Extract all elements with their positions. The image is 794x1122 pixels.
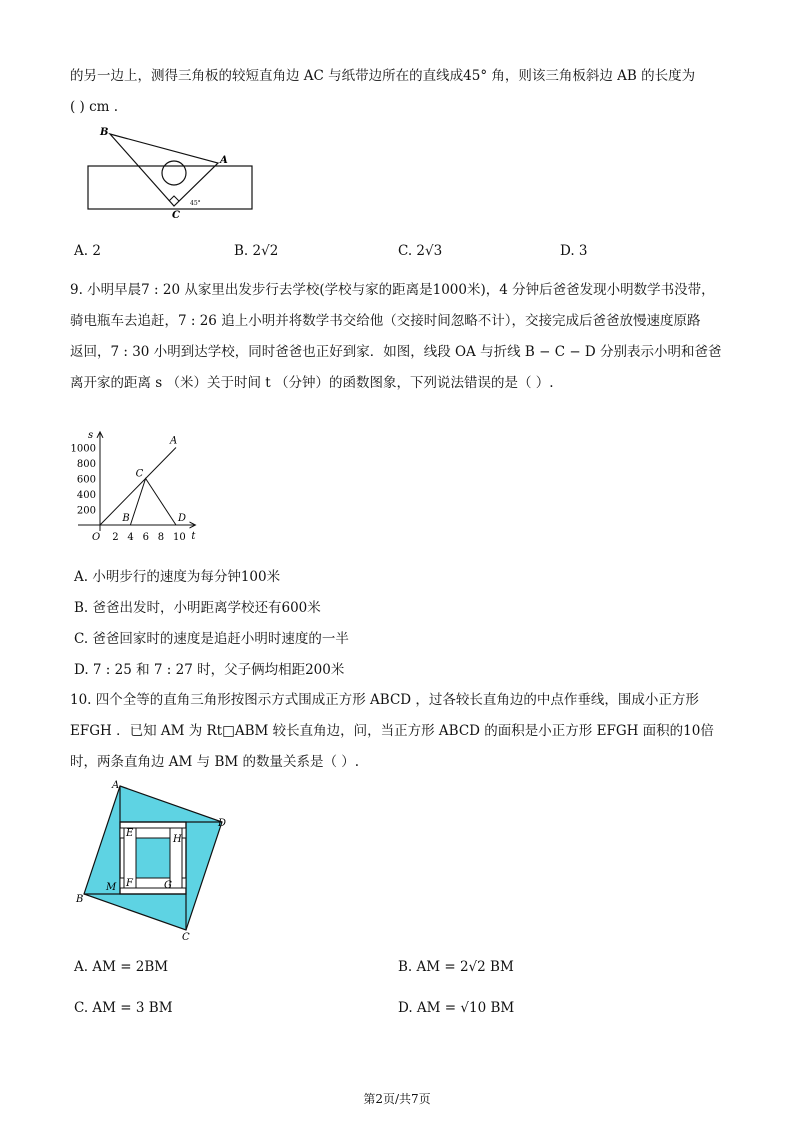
- y-tick-label: 200: [76, 505, 96, 517]
- q9-option-c: C. 爸爸回家时的速度是追赶小明时速度的一半: [74, 631, 349, 647]
- q9-option-a: A. 小明步行的速度为每分钟100米: [74, 569, 281, 585]
- label-H: H: [173, 834, 182, 845]
- point-label-B: B: [122, 513, 130, 524]
- label-D: D: [218, 818, 227, 829]
- label-E: E: [126, 828, 134, 839]
- series-line-2: [130, 479, 176, 526]
- y-axis-label: s: [88, 429, 94, 441]
- triangle-ruler: [110, 134, 218, 206]
- right-angle-mark: [169, 196, 179, 201]
- x-axis-label: t: [191, 531, 196, 542]
- label-M: M: [106, 882, 117, 893]
- page-footer: 第2页/共7页: [363, 1092, 431, 1106]
- square-efgh: [136, 838, 170, 878]
- q8-option-a: A. 2: [74, 243, 101, 259]
- x-tick-label: 4: [127, 532, 134, 543]
- q10-option-d: D. AM = √10 BM: [398, 1000, 515, 1016]
- q10-text-line1: 10. 四个全等的直角三角形按图示方式围成正方形 ABCD ，过各较长直角边的中点作垂线，围成小正方形: [70, 692, 699, 708]
- y-tick-label: 1000: [70, 443, 96, 455]
- point-label-C: C: [135, 468, 144, 480]
- q9-option-d: D. 7 : 25 和 7 : 27 时，父子俩均相距200米: [74, 662, 345, 678]
- y-tick-label: 800: [76, 459, 96, 470]
- point-label-O: O: [92, 532, 101, 543]
- point-label-A: A: [170, 435, 178, 447]
- label-B: B: [100, 127, 109, 138]
- label-A: A: [220, 155, 228, 166]
- y-tick-label: 400: [76, 490, 96, 501]
- q9-text-line1: 9. 小明早晨7 : 20 从家里出发步行去学校(学校与家的距离是1000米)，4 分钟后爸爸发现小明数学书没带，: [70, 282, 715, 298]
- q8-option-c: C. 2√3: [398, 243, 443, 259]
- label-G: G: [164, 880, 172, 891]
- q9-text-line3: 返回，7 : 30 小明到达学校，同时爸爸也正好到家．如图，线段 OA 与折线 B − C − D 分别表示小明和爸爸: [70, 344, 722, 360]
- x-tick-label: 8: [157, 532, 165, 543]
- q8-option-b: B. 2√2: [234, 243, 279, 259]
- point-label-D: D: [178, 513, 187, 524]
- q9-text-line4: 离开家的距离 s （米）关于时间 t （分钟）的函数图象，下列说法错误的是（ ）.: [70, 375, 554, 391]
- label-C: C: [172, 210, 180, 220]
- y-tick-label: 600: [76, 474, 96, 486]
- q9-text-line2: 骑电瓶车去追赶，7 : 26 追上小明并将数学书交给他（交接时间忽略不计），交接完成后爸爸放慢速度原路: [70, 313, 701, 329]
- q8-text-line2: ( ) cm .: [70, 99, 119, 115]
- label-B: B: [76, 894, 84, 905]
- x-tick-label: 6: [142, 532, 149, 543]
- label-A: A: [112, 780, 120, 791]
- q10-option-a: A. AM = 2BM: [74, 959, 169, 975]
- paper-strip: [88, 166, 252, 209]
- q8-option-d: D. 3: [560, 243, 588, 259]
- q9-distance-time-graph: [66, 400, 238, 550]
- q10-square-figure: [70, 778, 240, 943]
- q8-figure: [86, 125, 256, 220]
- q10-option-b: B. AM = 2√2 BM: [398, 959, 514, 975]
- label-F: F: [126, 878, 133, 889]
- label-C: C: [182, 932, 190, 943]
- ruler-hole: [162, 161, 186, 185]
- q9-option-b: B. 爸爸出发时，小明距离学校还有600米: [74, 600, 321, 616]
- q8-text-line1: 的另一边上，测得三角板的较短直角边 AC 与纸带边所在的直线成45° 角，则该三角板斜边 AB 的长度为: [70, 68, 696, 84]
- q10-text-line3: 时，两条直角边 AM 与 BM 的数量关系是（ ）.: [70, 754, 360, 770]
- series-line-1: [100, 448, 176, 526]
- q10-text-line2: EFGH ．已知 AM 为 Rt□ABM 较长直角边，问，当正方形 ABCD 的面积是小正方形 EFGH 面积的10倍: [70, 723, 714, 739]
- q10-option-c: C. AM = 3 BM: [74, 1000, 173, 1016]
- x-tick-label: 2: [112, 532, 119, 543]
- label-45deg: 45°: [190, 200, 201, 207]
- x-tick-label: 10: [173, 532, 186, 543]
